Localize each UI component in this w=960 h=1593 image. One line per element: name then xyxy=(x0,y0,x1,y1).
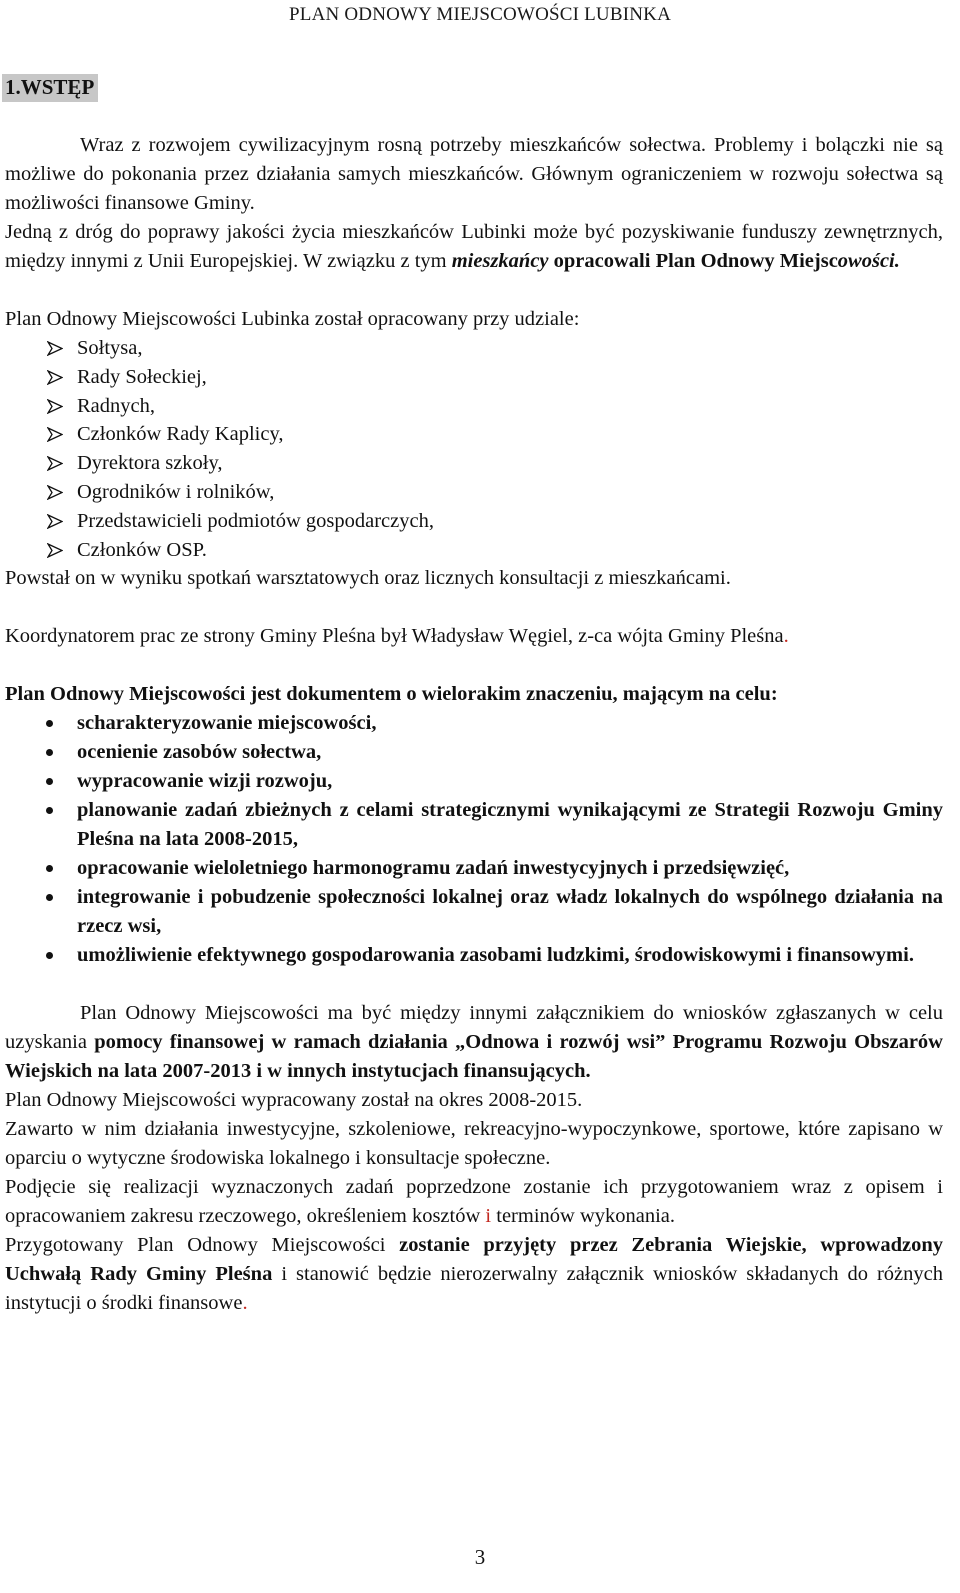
participant-item xyxy=(5,449,943,478)
participants-after: Powstał on w wyniku spotkań warsztatowych oraz licznych konsultacji z mieszkańcami. xyxy=(5,567,731,590)
participants-intro: Plan Odnowy Miejscowości Lubinka został opracowany przy udziale: xyxy=(5,308,580,330)
closing-paragraph-5 xyxy=(5,1231,943,1318)
closing-p4-text: Podjęcie się realizacji wyznaczonych zadań poprzedzone zostanie ich przygotowaniem wraz z opisem i opracowaniem zakresu rzeczowego, określeniem kosztów xyxy=(5,1176,943,1228)
purpose-label: planowanie zadań zbieżnych z celami strategicznymi wynikającymi ze Strategii Rozwoju Gminy Pleśna na lata 2008-2015, xyxy=(77,799,943,851)
intro-bold-italic-end: owości. xyxy=(837,250,900,272)
closing-p5-bold: zostanie przyjęty przez Zebrania Wiejskie, wprowadzony Uchwałą Rady Gminy Pleśna xyxy=(5,1234,943,1286)
arrow-bullet-icon xyxy=(47,485,63,500)
running-header: PLAN ODNOWY MIEJSCOWOŚCI LUBINKA xyxy=(289,4,671,25)
participant-label: Rady Sołeckiej, xyxy=(77,365,207,388)
page-number: 3 xyxy=(474,1545,486,1569)
closing-paragraph-1 xyxy=(5,999,943,1086)
participant-item xyxy=(5,478,943,507)
closing-paragraph-3: Zawarto w nim działania inwestycyjne, szkoleniowe, rekreacyjno-wypoczynkowe, sportowe, które zapisano w oparciu o wytyczne środowiska lokalnego i konsultacje społeczne. xyxy=(5,1118,943,1170)
purpose-label: ocenienie zasobów sołectwa, xyxy=(77,741,322,764)
bullet-dot-icon xyxy=(46,952,53,959)
intro-emphasis: mieszkańcy xyxy=(451,250,549,272)
participant-label: Przedstawicieli podmiotów gospodarczych, xyxy=(77,509,434,532)
bullet-dot-icon xyxy=(46,720,53,727)
arrow-bullet-icon xyxy=(47,341,63,356)
closing-p5-tail: i stanowić będzie nierozerwalny załącznik wniosków składanych do różnych instytucji o środki finansowe xyxy=(5,1263,944,1315)
closing-p4-tail: terminów wykonania. xyxy=(491,1205,676,1228)
intro-bold: opracowali Plan Odnowy Miejsc xyxy=(548,250,838,272)
purpose-item xyxy=(5,883,943,941)
coordinator-paragraph xyxy=(5,622,943,651)
participant-label: Dyrektora szkoły, xyxy=(77,452,223,475)
closing-paragraph-2: Plan Odnowy Miejscowości wypracowany został na okres 2008-2015. xyxy=(5,1089,583,1112)
bullet-dot-icon xyxy=(46,807,53,814)
participant-item xyxy=(5,420,943,449)
document-body xyxy=(5,131,943,1318)
closing-p1-bold: pomocy finansowej w ramach działania „Odnowa i rozwój wsi” Programu Rozwoju Obszarów Wiejskich na lata 2007-2013 i w innych instytucjach finansujących. xyxy=(5,1031,943,1083)
purpose-item xyxy=(5,767,943,796)
closing-p4-red: i xyxy=(485,1205,492,1228)
purpose-label: scharakteryzowanie miejscowości, xyxy=(77,712,377,735)
participant-item xyxy=(5,363,943,392)
participant-item xyxy=(5,334,943,363)
arrow-bullet-icon xyxy=(47,427,63,442)
purpose-list xyxy=(5,709,943,970)
intro-paragraph-1: Wraz z rozwojem cywilizacyjnym rosną potrzeby mieszkańców sołectwa. Problemy i bolączki nie są możliwe do pokonania przez działania samych mieszkańców. Głównym ograniczeniem w rozwoju sołectwa są możliwości finansowe Gminy. xyxy=(5,134,943,214)
participant-item xyxy=(5,392,943,421)
participant-label: Członków OSP. xyxy=(77,538,207,561)
arrow-bullet-icon xyxy=(47,543,63,558)
intro-text: Jedną z dróg do poprawy jakości życia mieszkańców Lubinki może być pozyskiwanie funduszy zewnętrznych, między innymi z Unii Europejskiej. W związku z tym xyxy=(5,221,943,272)
coordinator-text: Koordynatorem prac ze strony Gminy Pleśna był Władysław Węgiel, z-ca wójta Gminy Pleśna xyxy=(5,625,784,648)
purpose-item xyxy=(5,854,943,883)
purpose-label: integrowanie i pobudzenie społeczności lokalnej oraz władz lokalnych do wspólnego działania na rzecz wsi, xyxy=(77,886,943,938)
bullet-dot-icon xyxy=(46,865,53,872)
participant-label: Ogrodników i rolników, xyxy=(77,480,275,503)
arrow-bullet-icon xyxy=(47,456,63,471)
intro-paragraph-2 xyxy=(5,218,943,276)
participant-label: Członków Rady Kaplicy, xyxy=(77,423,284,446)
purpose-item xyxy=(5,796,943,854)
bullet-dot-icon xyxy=(46,749,53,756)
closing-paragraph-4 xyxy=(5,1173,943,1231)
arrow-bullet-icon xyxy=(47,514,63,529)
purpose-item xyxy=(5,941,943,970)
closing-p1-text: Plan Odnowy Miejscowości ma być między innymi załącznikiem do wniosków zgłaszanych w celu uzyskania xyxy=(5,1002,943,1054)
bullet-dot-icon xyxy=(46,894,53,901)
coordinator-end: . xyxy=(783,625,789,648)
purpose-item xyxy=(5,738,943,767)
closing-p5-text: Przygotowany Plan Odnowy Miejscowości xyxy=(5,1234,400,1257)
participant-label: Radnych, xyxy=(77,394,155,417)
arrow-bullet-icon xyxy=(47,399,63,414)
purpose-label: wypracowanie wizji rozwoju, xyxy=(77,770,333,793)
purpose-label: umożliwienie efektywnego gospodarowania zasobami ludzkimi, środowiskowymi i finansowymi. xyxy=(77,944,914,967)
purpose-intro: Plan Odnowy Miejscowości jest dokumentem o wielorakim znaczeniu, mającym na celu: xyxy=(5,683,778,706)
arrow-bullet-icon xyxy=(47,370,63,385)
section-heading: 1.WSTĘP xyxy=(2,74,98,102)
participant-item xyxy=(5,507,943,536)
closing-p5-end: . xyxy=(242,1292,248,1315)
participants-list xyxy=(5,334,943,564)
purpose-item xyxy=(5,709,943,738)
purpose-label: opracowanie wieloletniego harmonogramu zadań inwestycyjnych i przedsięwzięć, xyxy=(77,857,790,880)
participant-item xyxy=(5,536,943,565)
participant-label: Sołtysa, xyxy=(77,337,143,359)
bullet-dot-icon xyxy=(46,778,53,785)
